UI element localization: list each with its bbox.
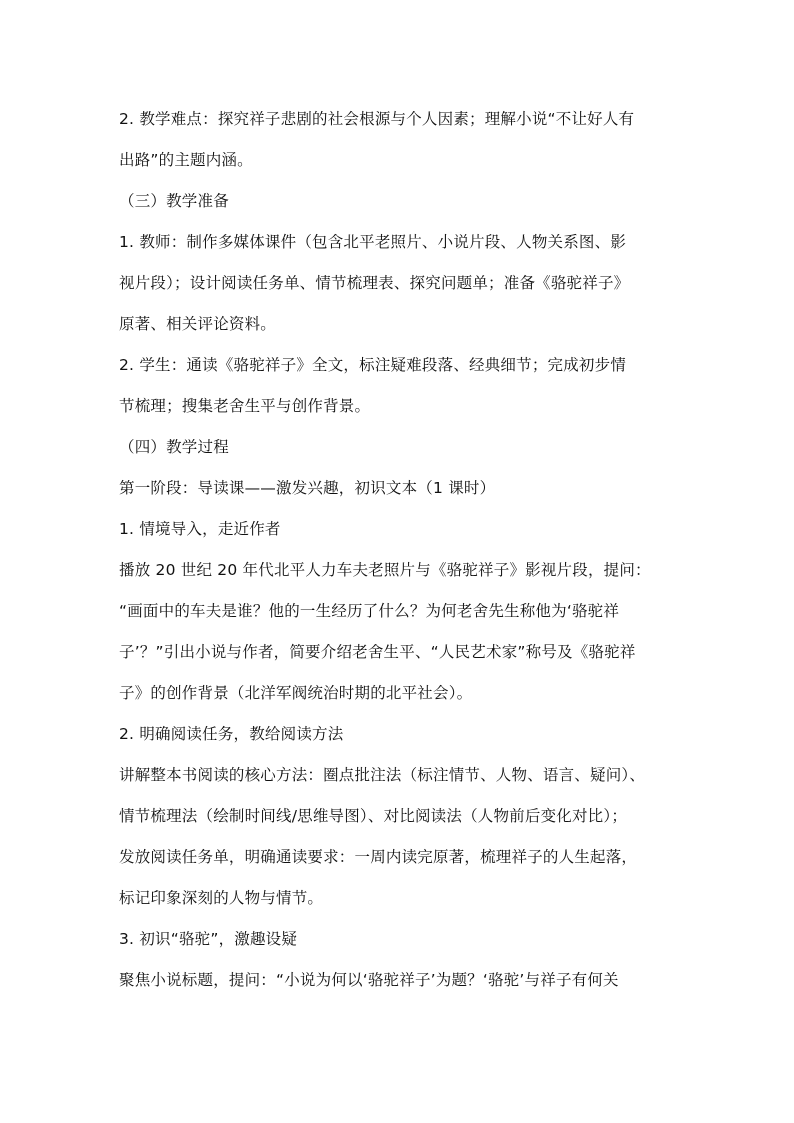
text-line: 节梳理；搜集老舍生平与创作背景。 <box>119 397 371 415</box>
subheading: 3. 初识“骆驼”，激趣设疑 <box>119 930 298 948</box>
text-line: 视片段）；设计阅读任务单、情节梳理表、探究问题单；准备《骆驼祥子》 <box>119 274 630 292</box>
text-line: 聚焦小说标题，提问：“小说为何以‘骆驼祥子’为题？‘骆驼’与祥子有何关 <box>119 971 619 989</box>
text-line: 2. 教学难点：探究祥子悲剧的社会根源与个人因素；理解小说“不让好人有 <box>119 110 635 128</box>
text-line: 2. 学生：通读《骆驼祥子》全文，标注疑难段落、经典细节；完成初步情 <box>119 356 627 374</box>
subheading: 1. 情境导入，走近作者 <box>119 520 281 538</box>
text-line: 播放 20 世纪 20 年代北平人力车夫老照片与《骆驼祥子》影视片段，提问： <box>119 561 651 579</box>
section-heading: （三）教学准备 <box>119 192 229 210</box>
text-line: 情节梳理法（绘制时间线/思维导图）、对比阅读法（人物前后变化对比）； <box>119 807 628 825</box>
text-line: “画面中的车夫是谁？他的一生经历了什么？为何老舍先生称他为‘骆驼祥 <box>119 602 620 620</box>
text-line: 标记印象深刻的人物与情节。 <box>119 889 324 907</box>
stage-heading: 第一阶段：导读课——激发兴趣，初识文本（1 课时） <box>119 479 496 497</box>
text-line: 讲解整本书阅读的核心方法：圈点批注法（标注情节、人物、语言、疑问）、 <box>119 766 646 784</box>
text-line: 原著、相关评论资料。 <box>119 315 277 333</box>
text-line: 发放阅读任务单，明确通读要求：一周内读完原著，梳理祥子的人生起落， <box>119 848 638 866</box>
subheading: 2. 明确阅读任务，教给阅读方法 <box>119 725 344 743</box>
text-line: 出路”的主题内涵。 <box>119 151 253 169</box>
text-line: 子》的创作背景（北洋军阀统治时期的北平社会）。 <box>119 684 473 702</box>
section-heading: （四）教学过程 <box>119 438 229 456</box>
text-line: 子’？”引出小说与作者，简要介绍老舍生平、“人民艺术家”称号及《骆驼祥 <box>119 643 636 661</box>
text-line: 1. 教师：制作多媒体课件（包含北平老照片、小说片段、人物关系图、影 <box>119 233 627 251</box>
